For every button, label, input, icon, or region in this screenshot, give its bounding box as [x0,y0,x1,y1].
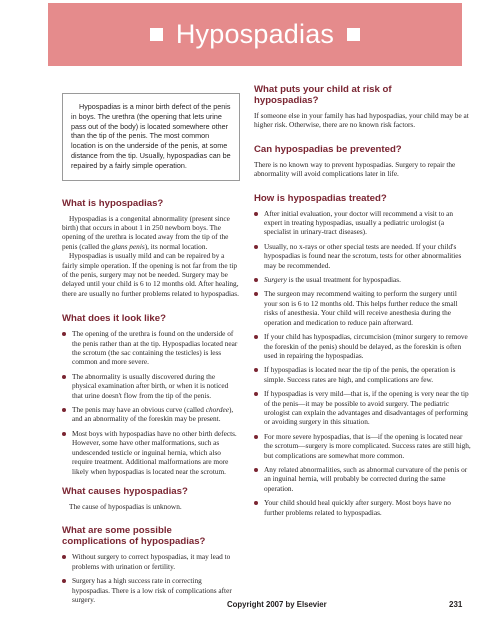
bullet-icon [254,468,258,472]
copyright-text: Copyright 2007 by Elsevier [227,600,327,609]
bullet-icon [62,432,66,436]
risk-text: If someone else in your family has had hypospadias, your child may be at higher risk. Otherwise, there are no known risk factors. [254,111,469,130]
what-is-p1-part-a: Hypospadias is a congenital abnormality (present since birth) that occurs in about 1 in 250 newborn boys. The opening of the urethra is located away from the tip of the penis (called the [62,213,230,251]
list-item [62,405,240,424]
what-is-p1-part-b: ), its normal location. [144,241,208,251]
what-is-paragraph-1 [62,214,240,252]
prevent-text: There is no known way to prevent hypospadias. Surgery to repair the abnormality will avoid complications later in life. [254,159,456,179]
intro-box [62,93,240,181]
section-heading-complications: What are some possible complications of hypospadias? [62,525,206,548]
bullet-icon [254,212,258,216]
list-item: The opening of the urethra is found on the underside of the penis rather than at the tip. Hypospadias located near the scrotum (the sac containing the testicles) is less common and more severe. [62,329,240,367]
list-item: Your child should heal quickly after surgery. Most boys have no further problems related to hypospadias. [254,498,472,517]
bullet-icon [62,579,66,583]
term-chordee: chordee [205,405,229,415]
list-item: Any related abnormalities, such as abnormal curvature of the penis or an inguinal hernia, will probably be corrected during the same operation. [254,465,472,493]
page-title: Hypospadias [175,19,335,49]
bullet-icon [62,555,66,559]
bullet-icon [254,292,258,296]
intro-text: Hypospadias is a minor birth defect of the penis in boys. The urethra (the opening that lets urine pass out of the body) is located somewhere other than the tip of the penis. The most common location is on the underside of the penis, at some distance from the tip. Usually, hypospadias can be repaired by a fairly simple operation. [71,102,231,170]
section-heading-prevent: Can hypospadias be prevented? [254,143,402,155]
bullet-icon [62,375,66,379]
bullet-icon [254,368,258,372]
list-item: If your child has hypospadias, circumcision (minor surgery to remove the foreskin of the penis) should be delayed, as the foreskin is often used in repairing the hypospadias. [254,332,472,360]
square-bullet-icon [150,28,163,41]
bullet-icon [254,392,258,396]
section-heading-look-like: What does it look like? [62,313,166,325]
section-heading-what-is: What is hypospadias? [62,197,164,209]
bullet-icon [62,332,66,336]
list-item: Most boys with hypospadias have no other birth defects. However, some have other malformations, such as undescended testicle or inguinal hernia, which also require treatment. Additional malformations are more likely when hypospadias is located near the scrotum. [62,429,240,476]
chordee-a: The penis may have an obvious curve (called [72,405,206,415]
right-column [254,84,472,522]
bullet-icon [254,501,258,505]
section-heading-causes: What causes hypospadias? [62,485,188,497]
list-item: If hypospadias is located near the tip of the penis, the operation is simple. Success rates are high, and complications are few. [254,365,472,384]
complications-list [62,552,240,604]
page-number: 231 [449,600,463,609]
causes-text: The cause of hypospadias is unknown. [69,501,182,511]
bullet-icon [254,278,258,282]
bullet-icon [62,408,66,412]
square-bullet-icon [347,28,360,41]
chordee-b: ), and an abnormality of the foreskin may be present. [72,405,234,424]
what-is-paragraph-2: Hypospadias is usually mild and can be repaired by a fairly simple operation. If the opening is not far from the tip of the penis, surgery may not be needed. Surgery may be delayed until your child is 6 to 12 months old. After healing, there are usually no further problems related to hypospadias. [62,251,239,298]
look-like-list [62,329,240,476]
list-item: The surgeon may recommend waiting to perform the surgery until your son is 6 to 12 months old. This helps further reduce the small risks of anesthesia. Your child will receive anesthesia during the operation and medication to reduce pain afterward. [254,289,472,327]
list-item [254,275,472,284]
bullet-icon [254,435,258,439]
term-surgery: Surgery [264,275,287,285]
list-item: After initial evaluation, your doctor will recommend a visit to an expert in treating hypospadias, usually a pediatric urologist (a specialist in urinary-tract diseases). [254,209,472,237]
term-glans-penis: glans penis [111,241,145,251]
list-item: Usually, no x-rays or other special tests are needed. If your child's hypospadias is found near the scrotum, tests for other abnormalities may be recommended. [254,242,472,270]
list-item: Surgery has a high success rate in correcting hypospadias. There is a low risk of complications after surgery. [62,576,240,604]
list-item: The abnormality is usually discovered during the physical examination after birth, or when it is noticed that urine doesn't flow from the tip of the penis. [62,372,240,400]
title-banner [48,3,462,66]
treated-list [254,209,472,517]
surgery-rest: is the usual treatment for hypospadias. [286,275,401,285]
list-item: For more severe hypospadias, that is—if the opening is located near the scrotum—surgery is more complicated. Success rates are still high, but complications are somewhat more common. [254,432,472,460]
section-heading-risk: What puts your child at risk of hypospadias? [254,84,392,106]
list-item: Without surgery to correct hypospadias, it may lead to problems with urination or fertility. [62,552,240,571]
bullet-icon [254,245,258,249]
left-column [62,84,240,609]
bullet-icon [254,335,258,339]
list-item: If hypospadias is very mild—that is, if the opening is very near the tip of the penis—it may be possible to avoid surgery. The pediatric urologist can explain the advantages and disadvantages of performing or avoiding surgery in this situation. [254,389,472,427]
section-heading-treated: How is hypospadias treated? [254,192,387,204]
